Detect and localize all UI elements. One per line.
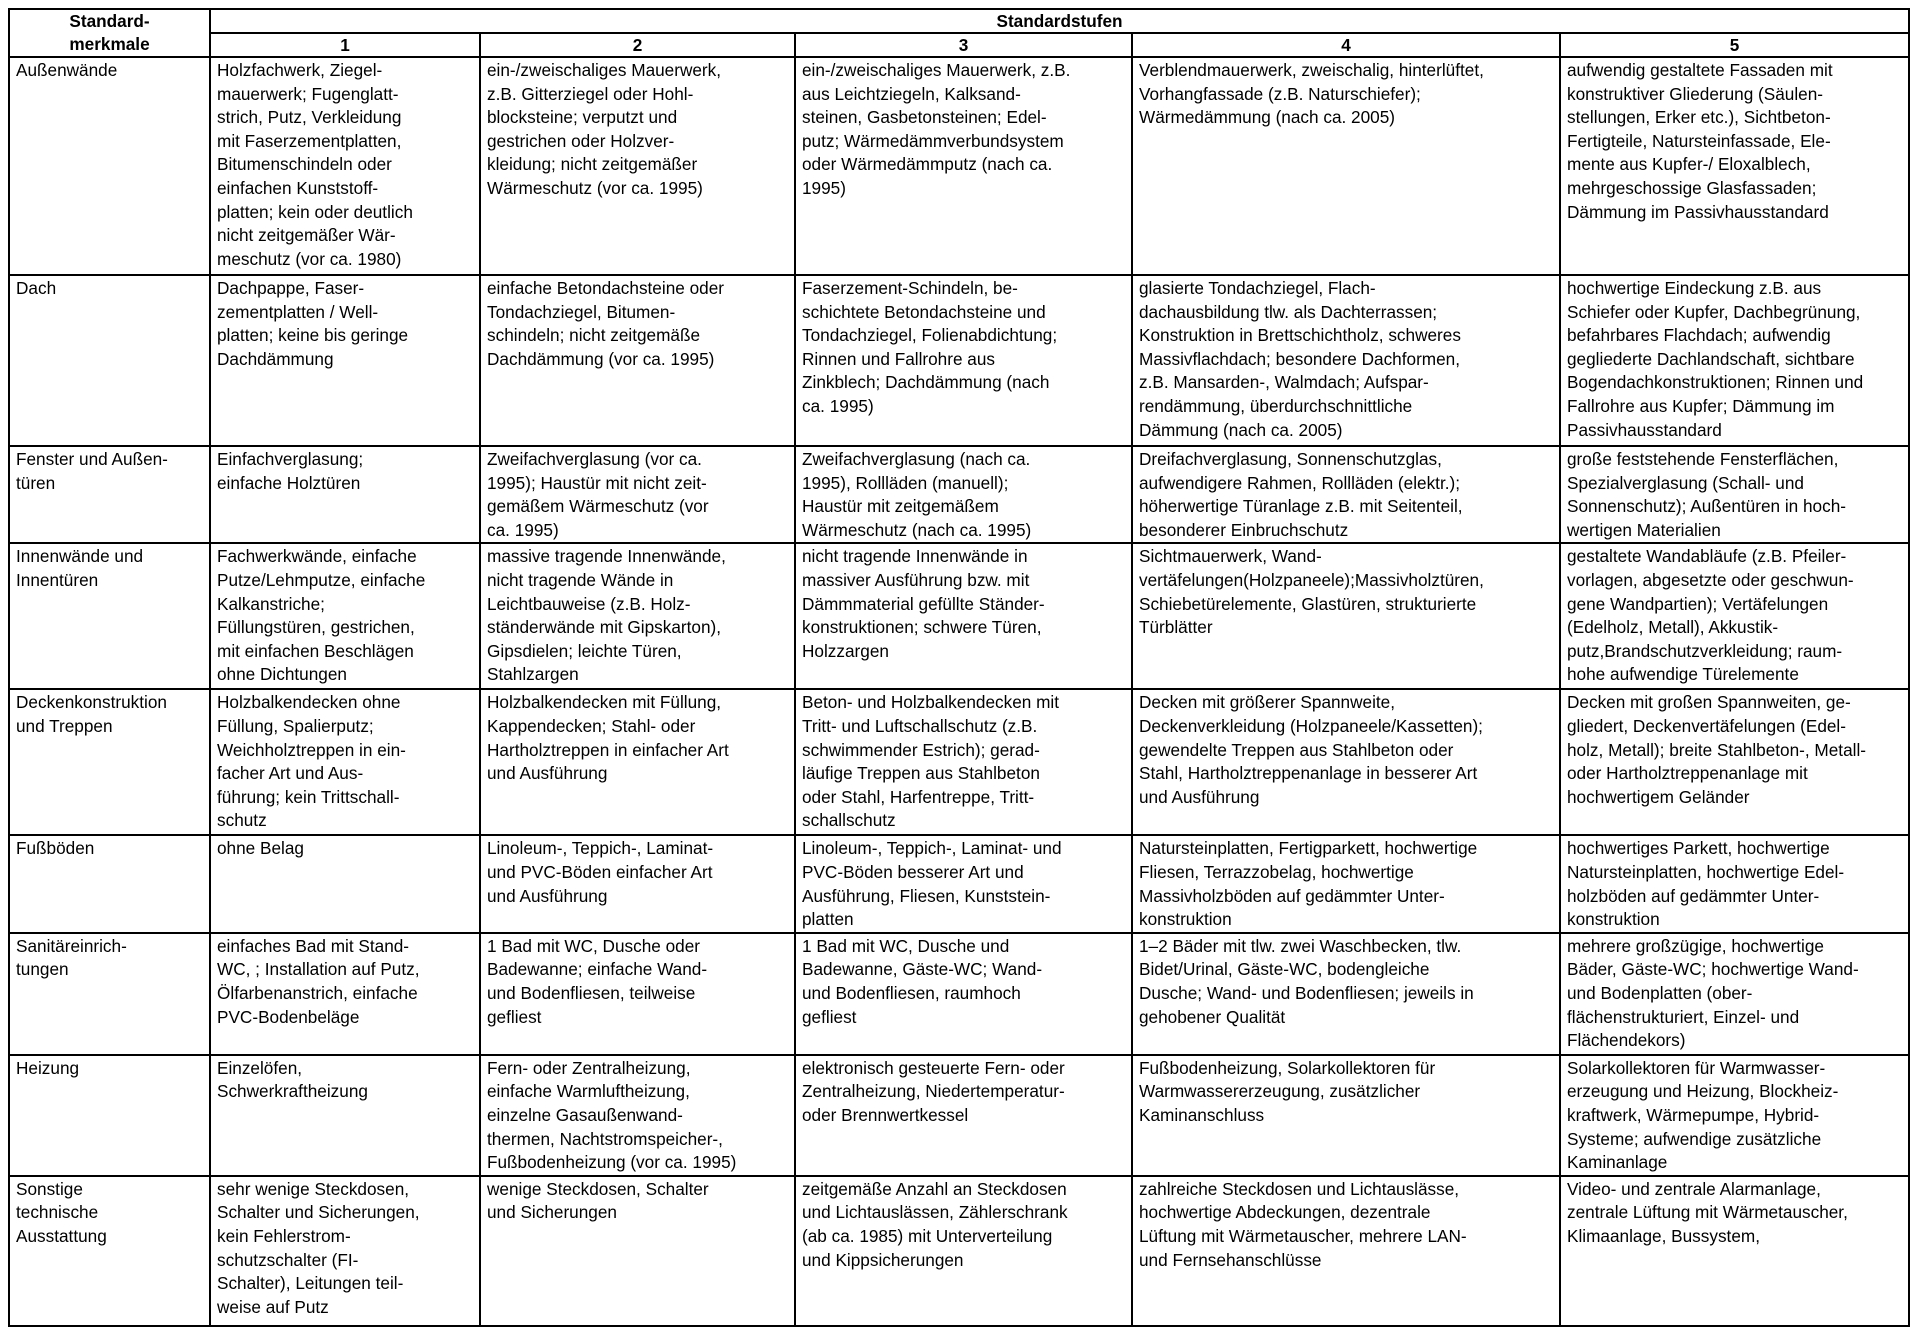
table-row	[9, 446, 1909, 543]
table-cell-level-4: Decken mit größerer Spannweite, Deckenverkleidung (Holzpaneele/Kassetten); gewendelte Treppen aus Stahlbeton oder Stahl, Hartholztreppenanlage in besserer Art und Ausführung	[1132, 689, 1560, 835]
table-cell-level-1: Einzelöfen, Schwerkraftheizung	[210, 1055, 480, 1176]
table-cell-level-1: Dachpappe, Faser- zementplatten / Well- platten; keine bis geringe Dachdämmung	[210, 275, 480, 446]
standard-table-container	[8, 8, 1908, 1327]
standard-table	[8, 8, 1910, 1327]
table-cell-level-4: zahlreiche Steckdosen und Lichtauslässe, hochwertige Abdeckungen, dezentrale Lüftung mit Wärmetauscher, mehrere LAN- und Fernsehanschlüsse	[1132, 1176, 1560, 1326]
table-cell-level-5: mehrere großzügige, hochwertige Bäder, Gäste-WC; hochwertige Wand- und Bodenplatten (ober- flächenstrukturiert, Einzel- und Flächendekors)	[1560, 933, 1909, 1055]
table-cell-level-4: Natursteinplatten, Fertigparkett, hochwertige Fliesen, Terrazzobelag, hochwertige Massivholzböden auf gedämmter Unter- konstruktion	[1132, 835, 1560, 932]
table-cell-level-2: Holzbalkendecken mit Füllung, Kappendecken; Stahl- oder Hartholztreppen in einfacher Art und Ausführung	[480, 689, 795, 835]
table-cell-level-3: zeitgemäße Anzahl an Steckdosen und Lichtauslässen, Zählerschrank (ab ca. 1985) mit Unterverteilung und Kippsicherungen	[795, 1176, 1132, 1326]
row-label: Sonstige technische Ausstattung	[9, 1176, 210, 1326]
table-row	[9, 933, 1909, 1055]
table-cell-level-5: hochwertiges Parkett, hochwertige Natursteinplatten, hochwertige Edel- holzböden auf gedämmter Unter- konstruktion	[1560, 835, 1909, 932]
table-cell-level-3: 1 Bad mit WC, Dusche und Badewanne, Gäste-WC; Wand- und Bodenfliesen, raumhoch gefliest	[795, 933, 1132, 1055]
row-label: Fußböden	[9, 835, 210, 932]
table-cell-level-2: einfache Betondachsteine oder Tondachziegel, Bitumen- schindeln; nicht zeitgemäße Dachdämmung (vor ca. 1995)	[480, 275, 795, 446]
table-cell-level-5: Video- und zentrale Alarmanlage, zentrale Lüftung mit Wärmetauscher, Klimaanlage, Bussystem,	[1560, 1176, 1909, 1326]
table-cell-level-2: Fern- oder Zentralheizung, einfache Warmluftheizung, einzelne Gasaußenwand- thermen, Nachtstromspeicher-, Fußbodenheizung (vor ca. 1995)	[480, 1055, 795, 1176]
table-cell-level-3: elektronisch gesteuerte Fern- oder Zentralheizung, Niedertemperatur- oder Brennwertkessel	[795, 1055, 1132, 1176]
table-cell-level-3: ein-/zweischaliges Mauerwerk, z.B. aus Leichtziegeln, Kalksand- steinen, Gasbetonsteinen; Edel- putz; Wärmedämmverbundsystem oder Wärmedämmputz (nach ca. 1995)	[795, 57, 1132, 275]
table-cell-level-3: Beton- und Holzbalkendecken mit Tritt- und Luftschallschutz (z.B. schwimmender Estrich); gerad- läufige Treppen aus Stahlbeton oder Stahl, Harfentreppe, Tritt- schallschutz	[795, 689, 1132, 835]
header-level-5: 5	[1560, 33, 1909, 57]
table-cell-level-5: aufwendig gestaltete Fassaden mit konstruktiver Gliederung (Säulen- stellungen, Erker etc.), Sichtbeton- Fertigteile, Natursteinfassade, Ele- mente aus Kupfer-/ Eloxalblech, mehrgeschossige Glasfassaden; Dämmung im Passivhausstandard	[1560, 57, 1909, 275]
table-cell-level-2: massive tragende Innenwände, nicht tragende Wände in Leichtbauweise (z.B. Holz- ständerwände mit Gipskarton), Gipsdielen; leichte Türen, Stahlzargen	[480, 543, 795, 689]
table-row	[9, 57, 1909, 275]
row-label: Außenwände	[9, 57, 210, 275]
table-cell-level-4: Sichtmauerwerk, Wand- vertäfelungen(Holzpaneele);Massivholztüren, Schiebetürelemente, Glastüren, strukturierte Türblätter	[1132, 543, 1560, 689]
table-cell-level-4: Verblendmauerwerk, zweischalig, hinterlüftet, Vorhangfassade (z.B. Naturschiefer); Wärmedämmung (nach ca. 2005)	[1132, 57, 1560, 275]
table-cell-level-1: Holzbalkendecken ohne Füllung, Spalierputz; Weichholztreppen in ein- facher Art und Aus- führung; kein Trittschall- schutz	[210, 689, 480, 835]
table-cell-level-4: Dreifachverglasung, Sonnenschutzglas, aufwendigere Rahmen, Rollläden (elektr.); höherwertige Türanlage z.B. mit Seitenteil, besonderer Einbruchschutz	[1132, 446, 1560, 543]
table-cell-level-4: Fußbodenheizung, Solarkollektoren für Warmwassererzeugung, zusätzlicher Kaminanschluss	[1132, 1055, 1560, 1176]
table-cell-level-3: Linoleum-, Teppich-, Laminat- und PVC-Böden besserer Art und Ausführung, Fliesen, Kunststein- platten	[795, 835, 1132, 932]
table-cell-level-3: Faserzement-Schindeln, be- schichtete Betondachsteine und Tondachziegel, Folienabdichtung; Rinnen und Fallrohre aus Zinkblech; Dachdämmung (nach ca. 1995)	[795, 275, 1132, 446]
table-cell-level-5: Decken mit großen Spannweiten, ge- gliedert, Deckenvertäfelungen (Edel- holz, Metall); breite Stahlbeton-, Metall- oder Hartholztreppenanlage mit hochwertigem Geländer	[1560, 689, 1909, 835]
header-level-3: 3	[795, 33, 1132, 57]
table-row	[9, 1055, 1909, 1176]
table-row	[9, 543, 1909, 689]
table-cell-level-1: Fachwerkwände, einfache Putze/Lehmputze, einfache Kalkanstriche; Füllungstüren, gestrichen, mit einfachen Beschlägen ohne Dichtungen	[210, 543, 480, 689]
header-level-4: 4	[1132, 33, 1560, 57]
table-cell-level-5: gestaltete Wandabläufe (z.B. Pfeiler- vorlagen, abgesetzte oder geschwun- gene Wandpartien); Vertäfelungen (Edelholz, Metall), Akkustik- putz,Brandschutzverkleidung; raum- hohe aufwendige Türelemente	[1560, 543, 1909, 689]
header-standardstufen: Standardstufen	[210, 9, 1909, 33]
table-cell-level-1: Holzfachwerk, Ziegel- mauerwerk; Fugenglatt- strich, Putz, Verkleidung mit Faserzementplatten, Bitumenschindeln oder einfachen Kunststoff- platten; kein oder deutlich nicht zeitgemäßer Wär- meschutz (vor ca. 1980)	[210, 57, 480, 275]
table-cell-level-5: Solarkollektoren für Warmwasser- erzeugung und Heizung, Blockheiz- kraftwerk, Wärmepumpe, Hybrid- Systeme; aufwendige zusätzliche Kaminanlage	[1560, 1055, 1909, 1176]
table-cell-level-1: sehr wenige Steckdosen, Schalter und Sicherungen, kein Fehlerstrom- schutzschalter (FI- Schalter), Leitungen teil- weise auf Putz	[210, 1176, 480, 1326]
row-label: Innenwände und Innentüren	[9, 543, 210, 689]
row-label: Fenster und Außen- türen	[9, 446, 210, 543]
table-row	[9, 689, 1909, 835]
table-cell-level-1: Einfachverglasung; einfache Holztüren	[210, 446, 480, 543]
table-cell-level-2: 1 Bad mit WC, Dusche oder Badewanne; einfache Wand- und Bodenfliesen, teilweise gefliest	[480, 933, 795, 1055]
table-cell-level-4: glasierte Tondachziegel, Flach- dachausbildung tlw. als Dachterrassen; Konstruktion in Brettschichtholz, schweres Massivflachdach; besondere Dachformen, z.B. Mansarden-, Walmdach; Aufspar- rendämmung, überdurchschnittliche Dämmung (nach ca. 2005)	[1132, 275, 1560, 446]
table-cell-level-3: Zweifachverglasung (nach ca. 1995), Rollläden (manuell); Haustür mit zeitgemäßem Wärmeschutz (nach ca. 1995)	[795, 446, 1132, 543]
table-cell-level-2: Zweifachverglasung (vor ca. 1995); Haustür mit nicht zeit- gemäßem Wärmeschutz (vor ca. 1995)	[480, 446, 795, 543]
row-label: Heizung	[9, 1055, 210, 1176]
row-label: Sanitäreinrich- tungen	[9, 933, 210, 1055]
row-label: Deckenkonstruktion und Treppen	[9, 689, 210, 835]
header-level-1: 1	[210, 33, 480, 57]
table-body	[9, 57, 1909, 1326]
header-merkmale: Standard- merkmale	[9, 9, 210, 57]
table-cell-level-1: einfaches Bad mit Stand- WC, ; Installation auf Putz, Ölfarbenanstrich, einfache PVC-Bodenbeläge	[210, 933, 480, 1055]
table-cell-level-5: hochwertige Eindeckung z.B. aus Schiefer oder Kupfer, Dachbegrünung, befahrbares Flachdach; aufwendig gegliederte Dachlandschaft, sichtbare Bogendachkonstruktionen; Rinnen und Fallrohre aus Kupfer; Dämmung im Passivhausstandard	[1560, 275, 1909, 446]
table-cell-level-1: ohne Belag	[210, 835, 480, 932]
table-row	[9, 1176, 1909, 1326]
table-cell-level-3: nicht tragende Innenwände in massiver Ausführung bzw. mit Dämmmaterial gefüllte Ständer- konstruktionen; schwere Türen, Holzzargen	[795, 543, 1132, 689]
table-cell-level-2: wenige Steckdosen, Schalter und Sicherungen	[480, 1176, 795, 1326]
table-cell-level-2: ein-/zweischaliges Mauerwerk, z.B. Gitterziegel oder Hohl- blocksteine; verputzt und gestrichen oder Holzver- kleidung; nicht zeitgemäßer Wärmeschutz (vor ca. 1995)	[480, 57, 795, 275]
header-level-2: 2	[480, 33, 795, 57]
table-cell-level-4: 1–2 Bäder mit tlw. zwei Waschbecken, tlw. Bidet/Urinal, Gäste-WC, bodengleiche Dusche; Wand- und Bodenfliesen; jeweils in gehobener Qualität	[1132, 933, 1560, 1055]
table-cell-level-2: Linoleum-, Teppich-, Laminat- und PVC-Böden einfacher Art und Ausführung	[480, 835, 795, 932]
table-row	[9, 275, 1909, 446]
table-row	[9, 835, 1909, 932]
row-label: Dach	[9, 275, 210, 446]
table-cell-level-5: große feststehende Fensterflächen, Spezialverglasung (Schall- und Sonnenschutz); Außentüren in hoch- wertigen Materialien	[1560, 446, 1909, 543]
